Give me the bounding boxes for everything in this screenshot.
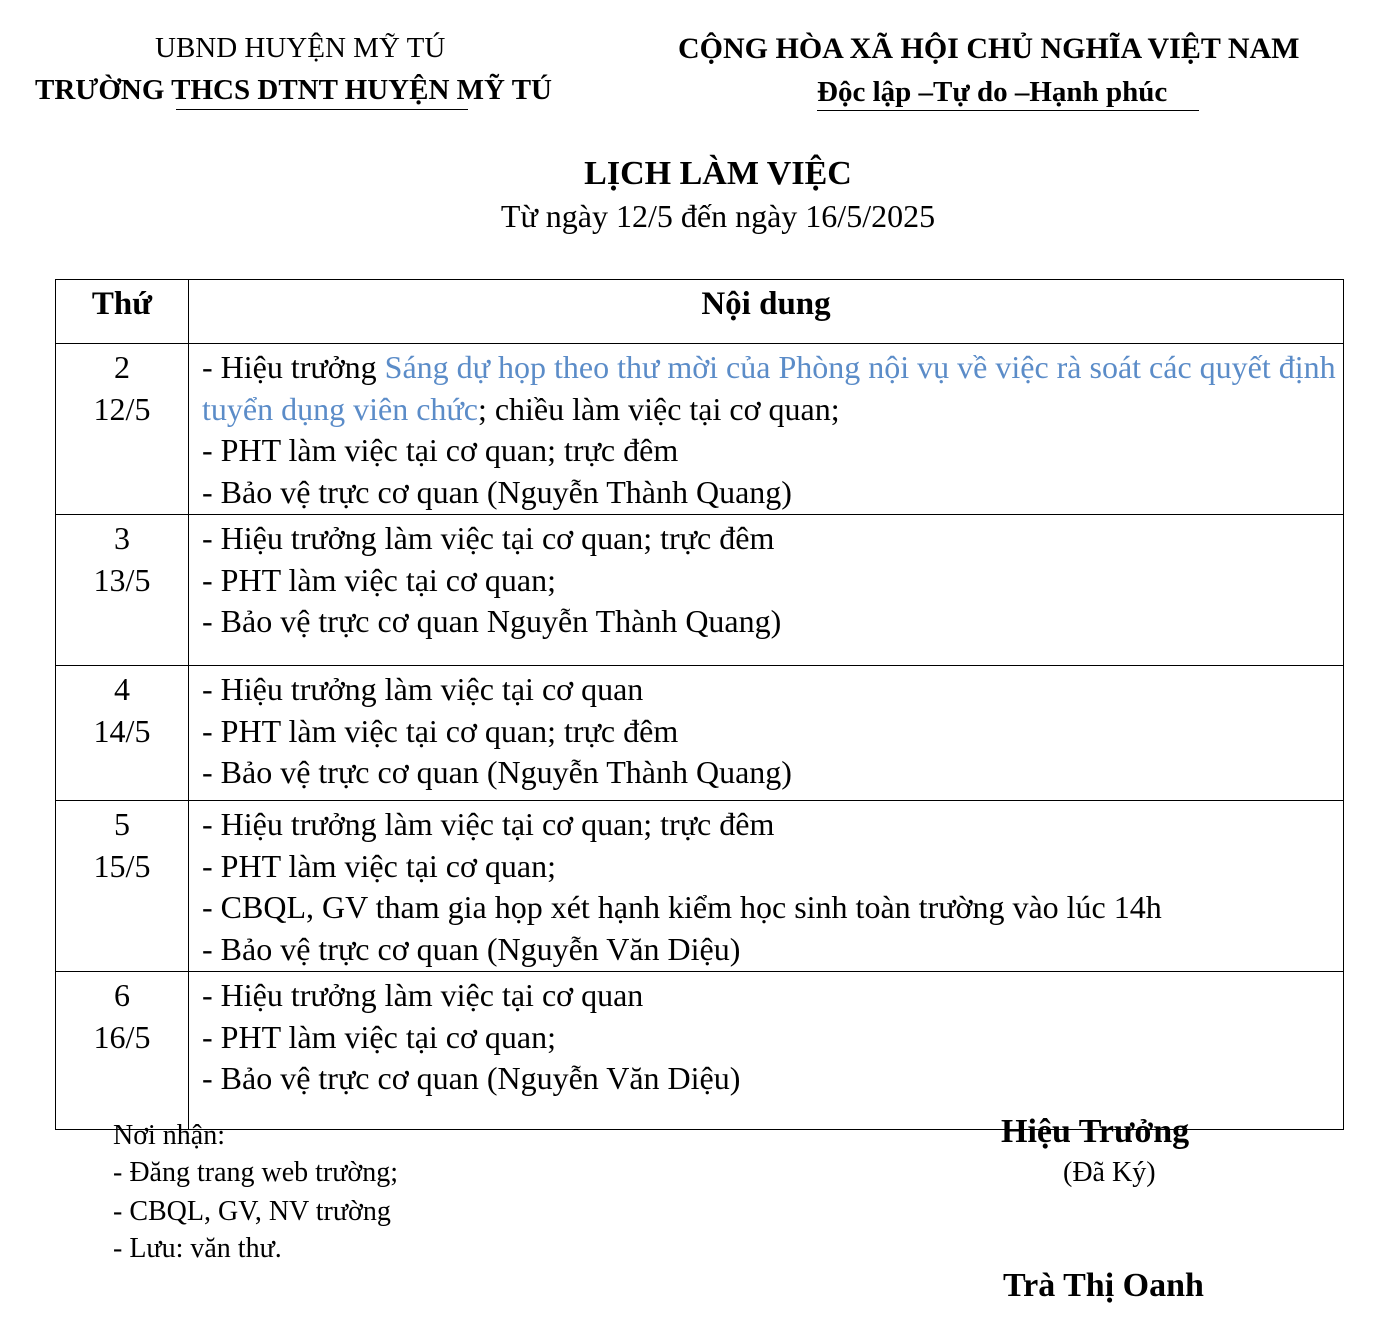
school-name-underline [176, 109, 468, 110]
schedule-entry: - PHT làm việc tại cơ quan; trực đêm [202, 432, 679, 468]
weekday-number: 6 [114, 977, 130, 1013]
schedule-entry: - PHT làm việc tại cơ quan; trực đêm [202, 712, 679, 749]
table-row [56, 801, 1344, 972]
row-date: 12/5 [93, 390, 151, 427]
schedule-entry: - Hiệu trưởng làm việc tại cơ quan; trực đêm [202, 806, 775, 842]
schedule-entry: - Bảo vệ trực cơ quan Nguyễn Thành Quang) [202, 603, 782, 639]
recipients-title: Nơi nhận: [113, 1120, 226, 1151]
column-header-content: Nội dung [189, 280, 1344, 344]
school-name: TRƯỜNG THCS DTNT HUYỆN MỸ TÚ [35, 74, 552, 106]
weekday-number: 5 [114, 806, 130, 842]
schedule-entry: - Hiệu trưởng làm việc tại cơ quan; trực đêm [202, 520, 775, 556]
recipient-item: - Đăng trang web trường; [113, 1157, 399, 1188]
schedule-table [55, 279, 1344, 1130]
column-header-day: Thứ [56, 280, 189, 344]
day-cell [56, 344, 189, 515]
document-title: LỊCH LÀM VIỆC [584, 155, 852, 192]
content-cell [189, 344, 1344, 515]
document-subtitle: Từ ngày 12/5 đến ngày 16/5/2025 [500, 198, 936, 234]
signer-title: Hiệu Trưởng [1001, 1113, 1190, 1150]
national-title: CỘNG HÒA XÃ HỘI CHỦ NGHĨA VIỆT NAM [678, 32, 1300, 65]
weekday-number: 2 [114, 349, 130, 385]
agency-name: UBND HUYỆN MỸ TÚ [155, 32, 446, 64]
schedule-entry: - Hiệu trưởng làm việc tại cơ quan [202, 671, 644, 707]
content-cell [189, 801, 1344, 972]
table-row [56, 344, 1344, 515]
schedule-entry: - Hiệu trưởng làm việc tại cơ quan [202, 977, 644, 1013]
day-cell [56, 972, 189, 1130]
recipient-item: - Lưu: văn thư. [113, 1233, 282, 1264]
table-row [56, 515, 1344, 666]
row-date: 16/5 [93, 1018, 151, 1055]
content-cell [189, 972, 1344, 1130]
day-cell [56, 801, 189, 972]
row-date: 13/5 [93, 561, 151, 598]
content-cell [189, 666, 1344, 801]
weekday-number: 4 [114, 671, 130, 707]
signer-name: Trà Thị Oanh [1003, 1267, 1204, 1304]
schedule-entry: - PHT làm việc tại cơ quan; [202, 847, 557, 884]
national-motto-underline [817, 110, 1199, 111]
content-cell [189, 515, 1344, 666]
day-cell [56, 666, 189, 801]
signature-note: (Đã Ký) [1063, 1157, 1156, 1188]
table-row [56, 972, 1344, 1130]
row-date: 15/5 [93, 847, 151, 884]
schedule-entry: - CBQL, GV tham gia họp xét hạnh kiểm học sinh toàn trường vào lúc 14h [202, 889, 1162, 925]
schedule-entry: - Hiệu trưởng Sáng dự họp theo thư mời của Phòng nội vụ về việc rà soát các quyết định tuyển dụng viên chức; chiều làm việc tại cơ quan; [202, 349, 1336, 427]
table-row [56, 666, 1344, 801]
schedule-entry: - Bảo vệ trực cơ quan (Nguyễn Thành Quang) [202, 754, 792, 790]
weekday-number: 3 [114, 520, 130, 556]
table-header-row [56, 280, 1344, 344]
highlighted-entry: Sáng dự họp theo thư mời của Phòng nội vụ về việc rà soát các quyết định tuyển dụng viên chức [202, 349, 1336, 427]
recipient-item: - CBQL, GV, NV trường [113, 1196, 391, 1227]
schedule-entry: - Bảo vệ trực cơ quan (Nguyễn Văn Diệu) [202, 930, 741, 967]
row-date: 14/5 [93, 712, 151, 749]
schedule-entry: - PHT làm việc tại cơ quan; [202, 1018, 557, 1055]
national-motto: Độc lập –Tự do –Hạnh phúc [817, 76, 1168, 108]
schedule-entry: - PHT làm việc tại cơ quan; [202, 561, 557, 598]
schedule-entry: - Bảo vệ trực cơ quan (Nguyễn Thành Quang) [202, 473, 792, 510]
schedule-entry: - Bảo vệ trực cơ quan (Nguyễn Văn Diệu) [202, 1060, 741, 1096]
day-cell [56, 515, 189, 666]
